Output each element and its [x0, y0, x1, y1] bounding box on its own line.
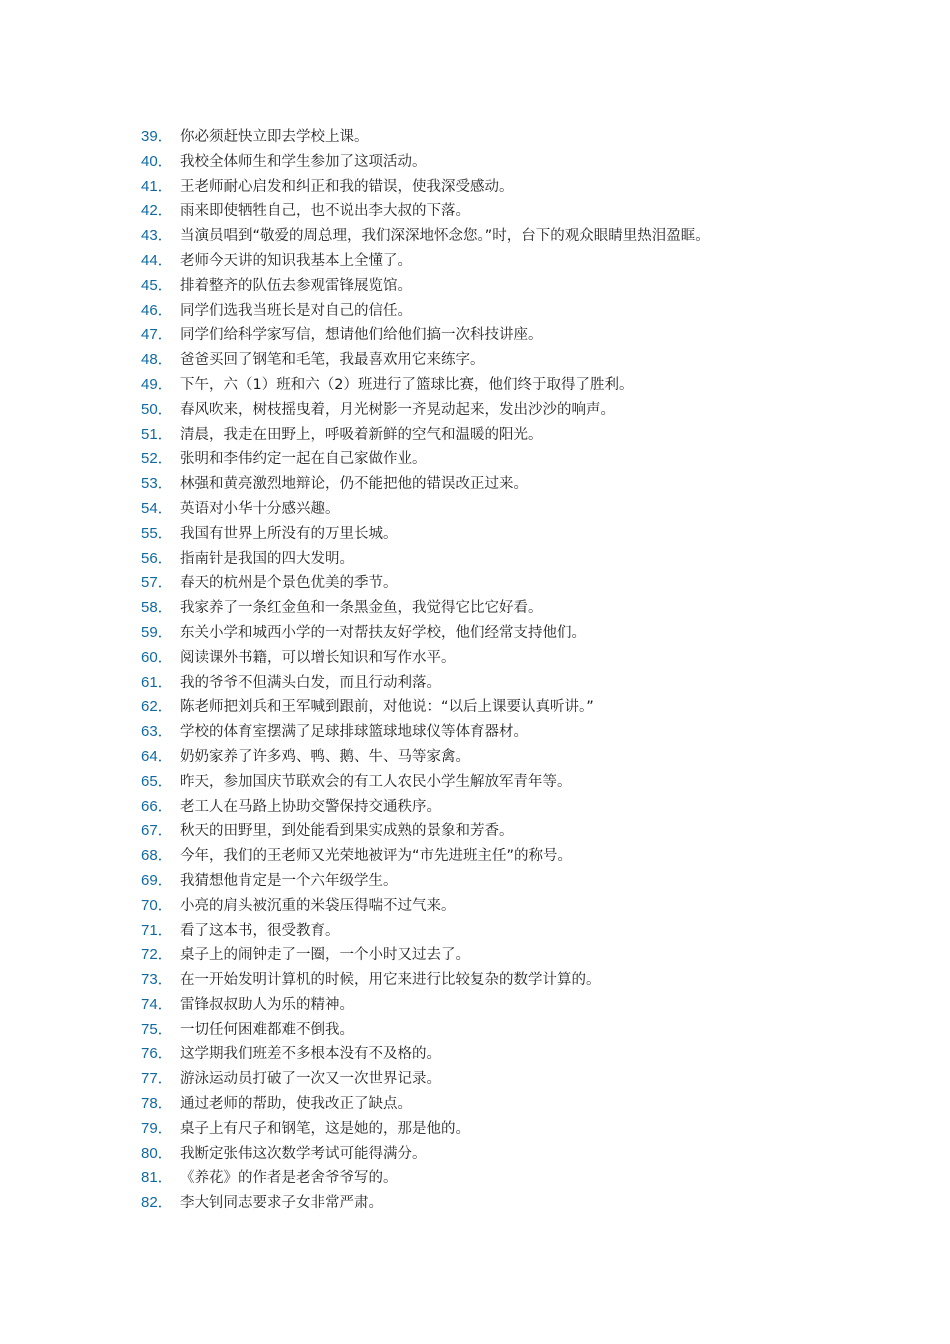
list-item [141, 919, 921, 944]
item-text: 指南针是我国的四大发明。 [180, 550, 354, 567]
item-number: 45． [141, 276, 173, 294]
item-text: 王老师耐心启发和纠正和我的错误，使我深受感动。 [180, 178, 514, 195]
item-text: 学校的体育室摆满了足球排球篮球地球仪等体育器材。 [180, 724, 528, 741]
item-number: 50． [141, 400, 173, 418]
item-text: 小亮的肩头被沉重的米袋压得喘不过气来。 [180, 897, 456, 914]
list-item [141, 1018, 921, 1043]
list-item [141, 1191, 921, 1216]
item-number: 62． [141, 698, 173, 716]
item-text: 张明和李伟约定一起在自己家做作业。 [180, 451, 427, 468]
list-item [141, 1092, 921, 1117]
item-text: 同学们给科学家写信，想请他们给他们搞一次科技讲座。 [180, 327, 543, 344]
list-item [141, 819, 921, 844]
item-text: 你必须赶快立即去学校上课。 [180, 129, 369, 145]
item-text: 我的爷爷不但满头白发，而且行动利落。 [180, 674, 441, 691]
item-number: 48． [141, 351, 173, 369]
item-number: 66． [141, 797, 173, 815]
list-item [141, 323, 921, 348]
item-text: 桌子上有尺子和钢笔，这是她的，那是他的。 [180, 1120, 470, 1137]
item-text: 清晨，我走在田野上，呼吸着新鲜的空气和温暖的阳光。 [180, 426, 543, 443]
list-item [141, 695, 921, 720]
list-item [141, 299, 921, 324]
list-item [141, 348, 921, 373]
list-item [141, 547, 921, 572]
item-number: 49． [141, 375, 173, 393]
list-item [141, 199, 921, 224]
list-item [141, 472, 921, 497]
list-item [141, 1042, 921, 1067]
list-item [141, 423, 921, 448]
list-item [141, 844, 921, 869]
item-text: 我校全体师生和学生参加了这项活动。 [180, 153, 427, 170]
item-text: 一切任何困难都难不倒我。 [180, 1021, 354, 1038]
item-number: 40． [141, 152, 173, 170]
item-text: 当演员唱到“敬爱的周总理，我们深深地怀念您。”时，台下的观众眼睛里热泪盈眶。 [180, 228, 710, 245]
item-text: 春风吹来，树枝摇曳着，月光树影一齐晃动起来，发出沙沙的响声。 [180, 401, 615, 418]
sentence-list [141, 125, 921, 1216]
item-number: 81． [141, 1169, 173, 1187]
item-number: 61． [141, 673, 173, 691]
list-item [141, 522, 921, 547]
item-number: 70． [141, 896, 173, 914]
item-text: 在一开始发明计算机的时候，用它来进行比较复杂的数学计算的。 [180, 972, 601, 989]
item-number: 39． [141, 128, 173, 145]
item-number: 57． [141, 574, 173, 592]
item-number: 63． [141, 723, 173, 741]
item-text: 这学期我们班差不多根本没有不及格的。 [180, 1046, 441, 1063]
item-text: 陈老师把刘兵和王军喊到跟前，对他说：“以后上课要认真听讲。” [180, 699, 594, 716]
list-item [141, 249, 921, 274]
list-item [141, 1142, 921, 1167]
item-number: 68． [141, 847, 173, 865]
item-number: 58． [141, 599, 173, 617]
list-item [141, 1166, 921, 1191]
item-text: 游泳运动员打破了一次又一次世界记录。 [180, 1071, 441, 1088]
item-text: 通过老师的帮助，使我改正了缺点。 [180, 1096, 412, 1113]
list-item [141, 497, 921, 522]
item-number: 72． [141, 946, 173, 964]
list-item [141, 894, 921, 919]
item-text: 老工人在马路上协助交警保持交通秩序。 [180, 798, 441, 815]
item-number: 65． [141, 772, 173, 790]
item-number: 76． [141, 1045, 173, 1063]
item-number: 46． [141, 301, 173, 319]
item-number: 80． [141, 1144, 173, 1162]
item-number: 55． [141, 524, 173, 542]
item-number: 47． [141, 326, 173, 344]
item-text: 《养花》的作者是老舍爷爷写的。 [180, 1170, 398, 1187]
list-item [141, 943, 921, 968]
list-item [141, 968, 921, 993]
item-text: 我猜想他肯定是一个六年级学生。 [180, 872, 398, 889]
list-item [141, 175, 921, 200]
item-text: 我断定张伟这次数学考试可能得满分。 [180, 1145, 427, 1162]
item-number: 74． [141, 995, 173, 1013]
item-text: 排着整齐的队伍去参观雷锋展览馆。 [180, 277, 412, 294]
item-number: 52． [141, 450, 173, 468]
item-text: 我家养了一条红金鱼和一条黑金鱼，我觉得它比它好看。 [180, 600, 543, 617]
list-item [141, 795, 921, 820]
list-item [141, 150, 921, 175]
item-number: 69． [141, 871, 173, 889]
list-item [141, 596, 921, 621]
item-text: 英语对小华十分感兴趣。 [180, 500, 340, 517]
item-text: 同学们选我当班长是对自己的信任。 [180, 302, 412, 319]
list-item [141, 398, 921, 423]
item-number: 73． [141, 971, 173, 989]
item-text: 看了这本书，很受教育。 [180, 922, 340, 939]
item-number: 82． [141, 1194, 173, 1212]
item-number: 56． [141, 549, 173, 567]
item-number: 77． [141, 1070, 173, 1088]
item-number: 60． [141, 648, 173, 666]
item-text: 林强和黄亮激烈地辩论，仍不能把他的错误改正过来。 [180, 476, 528, 493]
item-number: 51． [141, 425, 173, 443]
item-number: 79． [141, 1119, 173, 1137]
item-text: 李大钊同志要求子女非常严肃。 [180, 1195, 383, 1212]
list-item [141, 1067, 921, 1092]
item-text: 下午，六（1）班和六（2）班进行了篮球比赛，他们终于取得了胜利。 [180, 376, 634, 393]
list-item [141, 447, 921, 472]
item-text: 爸爸买回了钢笔和毛笔，我最喜欢用它来练字。 [180, 352, 485, 369]
list-item [141, 720, 921, 745]
list-item [141, 646, 921, 671]
item-number: 53． [141, 475, 173, 493]
item-text: 桌子上的闹钟走了一圈，一个小时又过去了。 [180, 947, 470, 964]
item-text: 昨天，参加国庆节联欢会的有工人农民小学生解放军青年等。 [180, 773, 572, 790]
list-item [141, 274, 921, 299]
item-number: 59． [141, 623, 173, 641]
list-item [141, 745, 921, 770]
item-number: 43． [141, 227, 173, 245]
item-number: 42． [141, 202, 173, 220]
list-item [141, 224, 921, 249]
list-item [141, 770, 921, 795]
list-item [141, 125, 921, 150]
item-text: 秋天的田野里，到处能看到果实成熟的景象和芳香。 [180, 823, 514, 840]
item-number: 71． [141, 921, 173, 939]
item-number: 54． [141, 499, 173, 517]
item-text: 东关小学和城西小学的一对帮扶友好学校，他们经常支持他们。 [180, 624, 586, 641]
item-number: 67． [141, 822, 173, 840]
item-number: 75． [141, 1020, 173, 1038]
list-item [141, 571, 921, 596]
item-text: 奶奶家养了许多鸡、鸭、鹅、牛、马等家禽。 [180, 748, 470, 765]
item-number: 41． [141, 177, 173, 195]
item-text: 春天的杭州是个景色优美的季节。 [180, 575, 398, 592]
list-item [141, 671, 921, 696]
item-text: 阅读课外书籍，可以增长知识和写作水平。 [180, 649, 456, 666]
item-text: 雨来即使牺牲自己，也不说出李大叔的下落。 [180, 203, 470, 220]
item-text: 我国有世界上所没有的万里长城。 [180, 525, 398, 542]
item-number: 78． [141, 1095, 173, 1113]
list-item [141, 373, 921, 398]
item-text: 雷锋叔叔助人为乐的精神。 [180, 996, 354, 1013]
list-item [141, 621, 921, 646]
list-item [141, 1117, 921, 1142]
item-number: 44． [141, 251, 173, 269]
item-number: 64． [141, 747, 173, 765]
item-text: 今年，我们的王老师又光荣地被评为“市先进班主任”的称号。 [180, 848, 573, 865]
item-text: 老师今天讲的知识我基本上全懂了。 [180, 252, 412, 269]
list-item [141, 993, 921, 1018]
list-item [141, 869, 921, 894]
